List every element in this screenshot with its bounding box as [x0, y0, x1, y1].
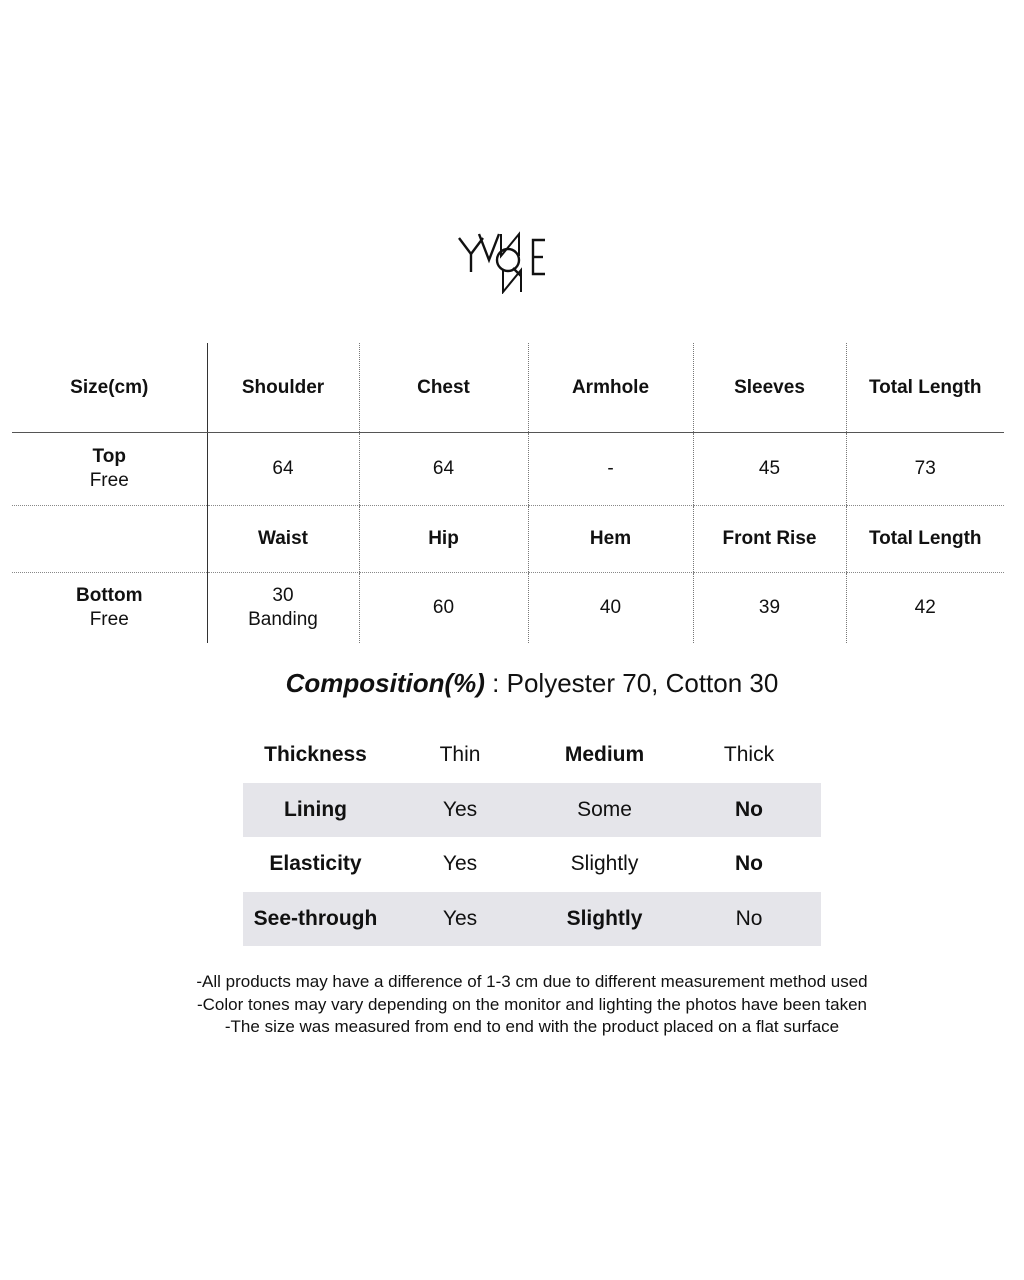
- fabric-option: Thin: [439, 743, 481, 767]
- fabric-row-thickness: [243, 728, 821, 783]
- top-value-cell: -: [528, 433, 693, 506]
- size-table: [12, 343, 1004, 643]
- size-header-row: [12, 343, 1004, 433]
- bottom-header-cell: Total Length: [846, 506, 1004, 573]
- fabric-row-elasticity: [243, 837, 821, 892]
- bottom-label-cell: [12, 573, 207, 644]
- fabric-row-lining: [243, 783, 821, 838]
- size-header-cell: Armhole: [528, 343, 693, 433]
- brand-logo-mark: [455, 222, 565, 294]
- bottom-header-cell: Front Rise: [693, 506, 846, 573]
- bottom-value-cell: 42: [846, 573, 1004, 644]
- size-header-cell: Total Length: [846, 343, 1004, 433]
- top-label-cell: [12, 433, 207, 506]
- top-label: Top: [92, 446, 126, 467]
- top-value-cell: 73: [846, 433, 1004, 506]
- top-value-cell: 45: [693, 433, 846, 506]
- fabric-option: No: [677, 892, 821, 947]
- fabric-option: Yes: [442, 852, 478, 876]
- note-line: -The size was measured from end to end with the product placed on a flat surface: [224, 1017, 840, 1036]
- fabric-option: No: [735, 852, 763, 876]
- top-value-cell: 64: [359, 433, 528, 506]
- bottom-waist-note: Banding: [248, 609, 318, 630]
- size-header-cell: Chest: [359, 343, 528, 433]
- fabric-row-see-through: [243, 892, 821, 947]
- top-value-cell: 64: [207, 433, 359, 506]
- bottom-header-empty: [12, 506, 207, 573]
- fabric-option: Slightly: [570, 852, 639, 876]
- size-header-cell: Shoulder: [207, 343, 359, 433]
- fabric-option: Yes: [388, 892, 532, 947]
- composition-label: Composition(%): [285, 668, 485, 698]
- brand-logo: [455, 222, 565, 294]
- fabric-option: Slightly: [532, 892, 677, 947]
- composition-line: [0, 666, 1024, 700]
- composition-value: Polyester 70, Cotton 30: [506, 668, 779, 698]
- fabric-option: Some: [532, 783, 677, 838]
- top-size: Free: [89, 470, 129, 491]
- bottom-header-cell: Hem: [528, 506, 693, 573]
- fabric-row-label: Lining: [243, 783, 388, 838]
- bottom-header-row: [12, 506, 1004, 573]
- bottom-header-cell: Hip: [359, 506, 528, 573]
- bottom-size: Free: [89, 609, 129, 630]
- fabric-row-label: Thickness: [264, 743, 367, 767]
- fabric-option: Yes: [388, 783, 532, 838]
- bottom-waist-cell: [207, 573, 359, 644]
- bottom-label: Bottom: [76, 585, 143, 606]
- size-header-cell: Sleeves: [693, 343, 846, 433]
- bottom-size-row: [12, 573, 1004, 644]
- note-line: -All products may have a difference of 1-3 cm due to different measurement method used: [196, 972, 868, 991]
- fabric-row-label: See-through: [243, 892, 388, 947]
- fabric-row-label: Elasticity: [269, 852, 362, 876]
- bottom-header-cell: Waist: [207, 506, 359, 573]
- notes-block: [0, 971, 1024, 1039]
- fabric-option: Thick: [723, 743, 775, 767]
- bottom-value-cell: 39: [693, 573, 846, 644]
- fabric-option: Medium: [564, 743, 645, 767]
- bottom-value-cell: 40: [528, 573, 693, 644]
- top-size-row: [12, 433, 1004, 506]
- bottom-waist-value: 30: [272, 585, 294, 606]
- composition-separator: :: [484, 668, 507, 698]
- fabric-properties-table: [243, 728, 821, 946]
- size-header-cell: Size(cm): [12, 343, 207, 433]
- bottom-value-cell: 60: [359, 573, 528, 644]
- fabric-option: No: [677, 783, 821, 838]
- note-line: -Color tones may vary depending on the monitor and lighting the photos have been taken: [196, 994, 868, 1014]
